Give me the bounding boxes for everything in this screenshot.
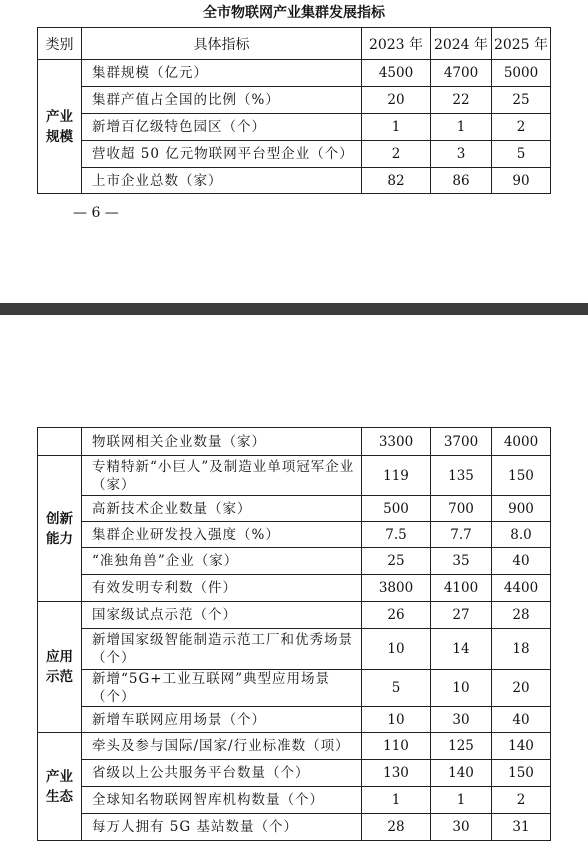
header-indicator: 具体指标 (82, 28, 362, 60)
value-2023-cell: 1 (362, 787, 431, 814)
value-2024-cell: 86 (431, 168, 492, 194)
value-2024-cell: 22 (431, 87, 492, 114)
indicator-table-part-2 (37, 427, 551, 841)
value-2025-cell: 2 (492, 787, 551, 814)
value-2025-cell: 90 (492, 168, 551, 194)
indicator-cell: 物联网相关企业数量（家） (82, 428, 362, 456)
indicator-cell: 上市企业总数（家） (82, 168, 362, 194)
table-row (38, 602, 551, 629)
value-2024-cell: 10 (431, 670, 492, 707)
value-2024-cell: 30 (431, 707, 492, 733)
table-row (38, 670, 551, 707)
table-row (38, 787, 551, 814)
indicator-cell: 集群企业研发投入强度（%） (82, 522, 362, 548)
value-2024-cell: 27 (431, 602, 492, 629)
value-2023-cell: 7.5 (362, 522, 431, 548)
value-2023-cell: 26 (362, 602, 431, 629)
table-row (38, 456, 551, 496)
category-application-label: 应用 示范 (46, 649, 73, 685)
value-2025-cell: 31 (492, 814, 551, 841)
header-2025: 2025 年 (492, 28, 551, 60)
table-row (38, 629, 551, 670)
indicator-cell: 新增百亿级特色园区（个） (82, 114, 362, 141)
category-continued-cell (38, 428, 82, 456)
value-2023-cell: 10 (362, 629, 431, 670)
value-2025-cell: 8.0 (492, 522, 551, 548)
category-industry-scale (38, 60, 82, 194)
value-2024-cell: 700 (431, 496, 492, 522)
value-2023-cell: 82 (362, 168, 431, 194)
value-2025-cell: 140 (492, 733, 551, 760)
indicator-cell: 集群产值占全国的比例（%） (82, 87, 362, 114)
value-2025-cell: 900 (492, 496, 551, 522)
table-row (38, 707, 551, 733)
value-2025-cell: 20 (492, 670, 551, 707)
indicator-cell: 专精特新“小巨人”及制造业单项冠军企业（家） (82, 456, 362, 496)
indicator-cell: 每万人拥有 5G 基站数量（个） (82, 814, 362, 841)
value-2023-cell: 28 (362, 814, 431, 841)
value-2023-cell: 500 (362, 496, 431, 522)
page-divider (0, 303, 588, 315)
indicator-cell: 省级以上公共服务平台数量（个） (82, 760, 362, 787)
indicator-cell: 牵头及参与国际/国家/行业标准数（项） (82, 733, 362, 760)
value-2023-cell: 25 (362, 548, 431, 575)
category-ecosystem (38, 733, 82, 841)
table-row (38, 428, 551, 456)
value-2025-cell: 150 (492, 456, 551, 496)
value-2025-cell: 5000 (492, 60, 551, 87)
indicator-cell: 营收超 50 亿元物联网平台型企业（个） (82, 141, 362, 168)
table-row (38, 814, 551, 841)
category-application (38, 602, 82, 733)
value-2025-cell: 28 (492, 602, 551, 629)
indicator-cell: 集群规模（亿元） (82, 60, 362, 87)
indicator-cell: 新增车联网应用场景（个） (82, 707, 362, 733)
table-header-row (38, 28, 551, 60)
table-row (38, 496, 551, 522)
value-2023-cell: 3300 (362, 428, 431, 456)
value-2025-cell: 4000 (492, 428, 551, 456)
indicator-cell: 国家级试点示范（个） (82, 602, 362, 629)
value-2023-cell: 130 (362, 760, 431, 787)
indicator-cell: 全球知名物联网智库机构数量（个） (82, 787, 362, 814)
value-2024-cell: 35 (431, 548, 492, 575)
value-2025-cell: 40 (492, 548, 551, 575)
category-innovation-label: 创新 能力 (46, 510, 73, 547)
value-2025-cell: 4400 (492, 575, 551, 602)
value-2024-cell: 30 (431, 814, 492, 841)
table-row (38, 114, 551, 141)
value-2024-cell: 3700 (431, 428, 492, 456)
value-2023-cell: 2 (362, 141, 431, 168)
value-2025-cell: 25 (492, 87, 551, 114)
indicator-cell: 新增“5G+工业互联网”典型应用场景（个） (82, 670, 362, 707)
value-2025-cell: 5 (492, 141, 551, 168)
page-number: — 6 — (73, 205, 119, 221)
table-row (38, 141, 551, 168)
value-2023-cell: 119 (362, 456, 431, 496)
value-2025-cell: 150 (492, 760, 551, 787)
category-industry-scale-label: 产业 规模 (46, 108, 73, 145)
value-2023-cell: 3800 (362, 575, 431, 602)
value-2024-cell: 4700 (431, 60, 492, 87)
value-2024-cell: 4100 (431, 575, 492, 602)
category-innovation (38, 456, 82, 602)
table-row (38, 548, 551, 575)
header-category: 类别 (38, 28, 82, 60)
value-2025-cell: 40 (492, 707, 551, 733)
value-2024-cell: 125 (431, 733, 492, 760)
table-row (38, 87, 551, 114)
value-2024-cell: 1 (431, 787, 492, 814)
value-2023-cell: 20 (362, 87, 431, 114)
value-2025-cell: 18 (492, 629, 551, 670)
table-row (38, 760, 551, 787)
header-2024: 2024 年 (431, 28, 492, 60)
value-2023-cell: 10 (362, 707, 431, 733)
value-2023-cell: 110 (362, 733, 431, 760)
value-2023-cell: 1 (362, 114, 431, 141)
value-2024-cell: 135 (431, 456, 492, 496)
category-ecosystem-label: 产业 生态 (46, 768, 73, 805)
indicator-cell: 高新技术企业数量（家） (82, 496, 362, 522)
table-row (38, 168, 551, 194)
table-row (38, 575, 551, 602)
table-row (38, 60, 551, 87)
value-2024-cell: 7.7 (431, 522, 492, 548)
value-2024-cell: 140 (431, 760, 492, 787)
table-row (38, 522, 551, 548)
table-row (38, 733, 551, 760)
indicator-cell: 有效发明专利数（件） (82, 575, 362, 602)
indicator-cell: “准独角兽”企业（家） (82, 548, 362, 575)
value-2024-cell: 1 (431, 114, 492, 141)
header-2023: 2023 年 (362, 28, 431, 60)
value-2024-cell: 14 (431, 629, 492, 670)
table-title: 全市物联网产业集群发展指标 (203, 5, 385, 21)
value-2024-cell: 3 (431, 141, 492, 168)
indicator-table-part-1 (37, 27, 551, 194)
indicator-cell: 新增国家级智能制造示范工厂和优秀场景（个） (82, 629, 362, 670)
value-2023-cell: 4500 (362, 60, 431, 87)
value-2023-cell: 5 (362, 670, 431, 707)
value-2025-cell: 2 (492, 114, 551, 141)
